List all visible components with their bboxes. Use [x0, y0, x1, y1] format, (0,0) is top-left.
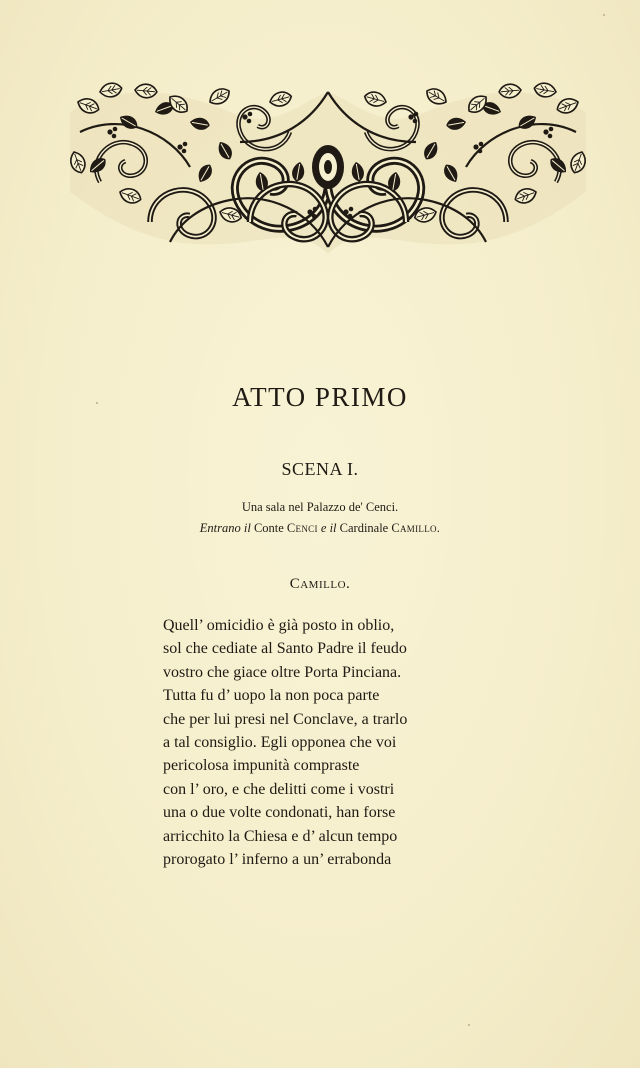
scene-setting: Una sala nel Palazzo de' Cenci. — [241, 500, 399, 514]
stage-direction-entrano: Entrano il — [199, 521, 251, 535]
verse-line: vostro che giace oltre Porta Pinciana. — [163, 663, 402, 681]
paper-speck — [468, 1024, 470, 1026]
stage-direction-conte: Conte — [253, 521, 284, 535]
verse-line: con l’ oro, e che delitti come i vostri — [163, 780, 395, 798]
scene-title: SCENA I. — [281, 459, 359, 479]
verse-block — [163, 614, 483, 871]
verse-line: che per lui presi nel Conclave, a trarlo — [163, 710, 408, 728]
verse-line: a tal consiglio. Egli opponea che voi — [163, 734, 397, 752]
stage-direction — [0, 521, 640, 536]
verse-line: pericolosa impunità compraste — [163, 757, 360, 775]
verse-line: arricchito la Chiesa e d’ alcun tempo — [163, 827, 398, 845]
stage-direction-e-il: e il — [320, 521, 337, 535]
verse-line: una o due volte condonati, han forse — [163, 804, 396, 822]
act-title: ATTO PRIMO — [232, 382, 408, 412]
verse-line: Quell’ omicidio è già posto in oblio, — [163, 617, 395, 634]
paper-speck — [603, 14, 605, 16]
verse-line: sol che cediate al Santo Padre il feudo — [163, 640, 407, 658]
character-cenci: Cenci — [286, 521, 318, 535]
paper-speck — [96, 402, 98, 404]
stage-direction-cardinale: Cardinale — [339, 521, 389, 535]
verse-line: Tutta fu d’ uopo la non poca parte — [163, 687, 380, 705]
floral-scroll-headpiece-icon — [60, 72, 596, 254]
verse-line: prorogato l’ inferno a un’ errabonda — [163, 851, 392, 869]
character-camillo: Camillo. — [391, 521, 441, 535]
speaker-name: Camillo. — [289, 576, 351, 592]
